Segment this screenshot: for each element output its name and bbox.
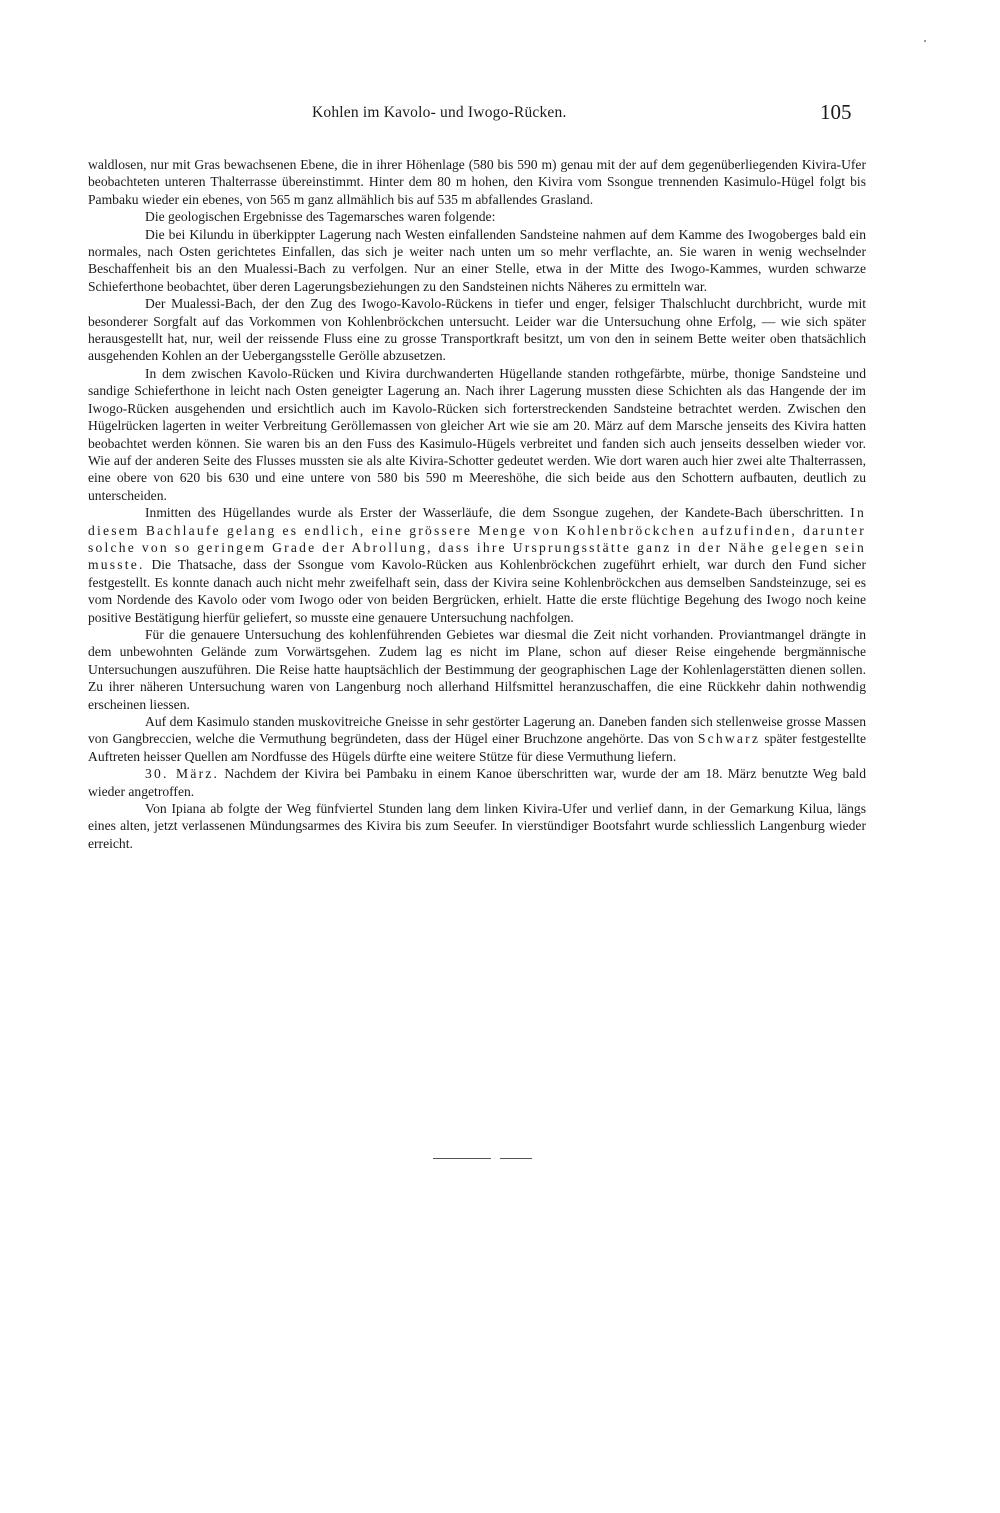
paragraph-continuation: waldlosen, nur mit Gras bewachsenen Ebene, die in ihrer Höhenlage (580 bis 590 m) genau mit der auf dem gegenüberliegenden Kivira-Ufer beobachteten unteren Thalterrasse übereinstimmt. Hinter dem 80 m hohen, den Kivira vom Ssongue trennenden Kasimulo-Hügel folgt bis Pambaku wieder ein ebenes, von 565 m ganz allmählich bis auf 535 m abfallendes Grasland.	[88, 157, 866, 207]
text-run: Auf dem Kasimulo standen muskovitreiche Gneisse in sehr gestörter Lagerung an. Daneben fanden sich stellenweise grosse Massen von Gangbreccien, welche die Vermuthung begründeten, dass der Hügel einer Bruchzone angehörte. Das von	[88, 714, 866, 747]
spaced-emphasis: In diesem Bachlaufe gelang es endlich, eine grössere Menge von Kohlenbröckchen aufzufinden, darunter solche von so geringem Grade der Abrollung, dass ihre Ursprungsstätte ganz in der Nähe gelegen sein musste.	[88, 505, 866, 573]
paragraph-geology-intro: Die geologischen Ergebnisse des Tagemarsches waren folgende:	[145, 209, 496, 225]
closing-rule	[433, 1158, 491, 1159]
spaced-name-schwarz: Schwarz	[697, 731, 761, 747]
date-heading: 30. März.	[145, 766, 220, 782]
text-run: später festgestellte Auftreten heisser Quellen am Nordfusse des Hügels dürfte eine weitere Stütze für diese Vermuthung liefern.	[88, 731, 866, 764]
paragraph-ipiana: Von Ipiana ab folgte der Weg fünfviertel Stunden lang dem linken Kivira-Ufer und verlief dann, in der Gemarkung Kilua, längs eines alten, jetzt verlassenen Mündungsarmes des Kivira bis zum Seeufer. In vierstündiger Bootsfahrt wurde schliesslich Langenburg wieder erreicht.	[88, 801, 866, 851]
text-run: Nachdem der Kivira bei Pambaku in einem Kanoe überschritten war, wurde der am 18. März benutzte Weg bald wieder angetroffen.	[88, 766, 866, 799]
text-run: Die Thatsache, dass der Ssongue vom Kavolo-Rücken aus Kohlenbröckchen zugeführt erhielt, war durch den Fund sicher festgestellt. Es konnte danach auch nicht mehr zweifelhaft sein, dass der Kivira seine Kohlenbröckchen aus demselben Sandsteinzuge, sei es vom Nordende des Kavolo oder vom Iwogo oder von beiden Bergrücken, erhielt. Hatte die erste flüchtige Begehung des Iwogo noch keine positive Bestätigung hierfür geliefert, so musste eine genauere Untersuchung nachfolgen.	[88, 557, 866, 625]
closing-rule	[500, 1158, 532, 1159]
paragraph-mualessi: Der Mualessi-Bach, der den Zug des Iwogo-Kavolo-Rückens in tiefer und enger, felsiger Thalschlucht durchbricht, wurde mit besonderer Sorgfalt auf das Vorkommen von Kohlenbröckchen untersucht. Leider war die Untersuchung ohne Erfolg, — wie sich später herausgestellt hat, nur, weil der reissende Fluss eine zu grosse Transportkraft besitzt, um von den in seinem Bette weiter oben thatsächlich ausgehenden Kohlen an der Uebergangsstelle Gerölle abzusetzen.	[88, 296, 866, 364]
scan-speck	[924, 40, 926, 42]
page-number: 105	[820, 100, 852, 124]
text-run: Inmitten des Hügellandes wurde als Erster der Wasserläufe, die dem Ssongue zugehen, der Kandete-Bach überschritten.	[145, 505, 851, 521]
paragraph-provisions: Für die genauere Untersuchung des kohlenführenden Gebietes war diesmal die Zeit nicht vorhanden. Proviantmangel drängte in dem unbewohnten Gelände zum Vorwärtsgehen. Zudem lag es nicht im Plane, schon auf dieser Reise eingehende bergmännische Untersuchungen auszuführen. Die Reise hatte hauptsächlich der Bestimmung der geographischen Lage der Kohlenlagerstätten dienen sollen. Zu ihrer näheren Untersuchung waren von Langenburg noch allerhand Hilfsmittel heranzuschaffen, die eine Rückkehr dahin nothwendig erscheinen liessen.	[88, 626, 866, 712]
paragraph-sandstone: Die bei Kilundu in überkippter Lagerung nach Westen einfallenden Sandsteine nahmen auf dem Kamme des Iwogoberges bald ein normales, nach Osten gerichtetes Einfallen, das sich je weiter nach unten um so mehr verflachte, an. Sie waren in wenig wechselnder Beschaffenheit bis an den Mualessi-Bach zu verfolgen. Nur an einer Stelle, etwa in der Mitte des Iwogo-Kammes, wurden schwarze Schieferthone beobachtet, über deren Lagerungsbeziehungen zu den Sandsteinen nichts Näheres zu ermitteln war.	[88, 226, 866, 294]
body-text	[88, 156, 866, 852]
running-title: Kohlen im Kavolo- und Iwogo-Rücken.	[312, 104, 567, 121]
paragraph-kandete	[88, 504, 866, 626]
paragraph-kasimulo	[88, 713, 866, 765]
paragraph-hill-country: In dem zwischen Kavolo-Rücken und Kivira durchwanderten Hügellande standen rothgefärbte, mürbe, thonige Sandsteine und sandige Schieferthone in leicht nach Osten geneigter Lagerung an. Nach ihrer Lagerung mussten diese Schichten als das Hangende der im Iwogo-Rücken ausgehenden und ersichtlich auch im Kavolo-Rücken sich forterstreckenden Sandsteine betrachtet werden. Zwischen den Hügelrücken lagerten in weiter Verbreitung Geröllemassen von gleicher Art wie sie am 20. März auf dem Marsche jenseits des Kivira hatten beobachtet werden können. Sie waren bis an den Fuss des Kasimulo-Hügels verbreitet und fanden sich auch jenseits desselben wieder vor. Wie auf der anderen Seite des Flusses mussten sie als alte Kivira-Schotter gedeutet werden. Wie dort waren auch hier zwei alte Thalterrassen, eine obere von 620 bis 630 und eine untere von 580 bis 590 m Meereshöhe, die sich beide aus den Schottern aufbauten, deutlich zu unterscheiden.	[88, 365, 866, 503]
paragraph-march-30	[88, 765, 866, 800]
